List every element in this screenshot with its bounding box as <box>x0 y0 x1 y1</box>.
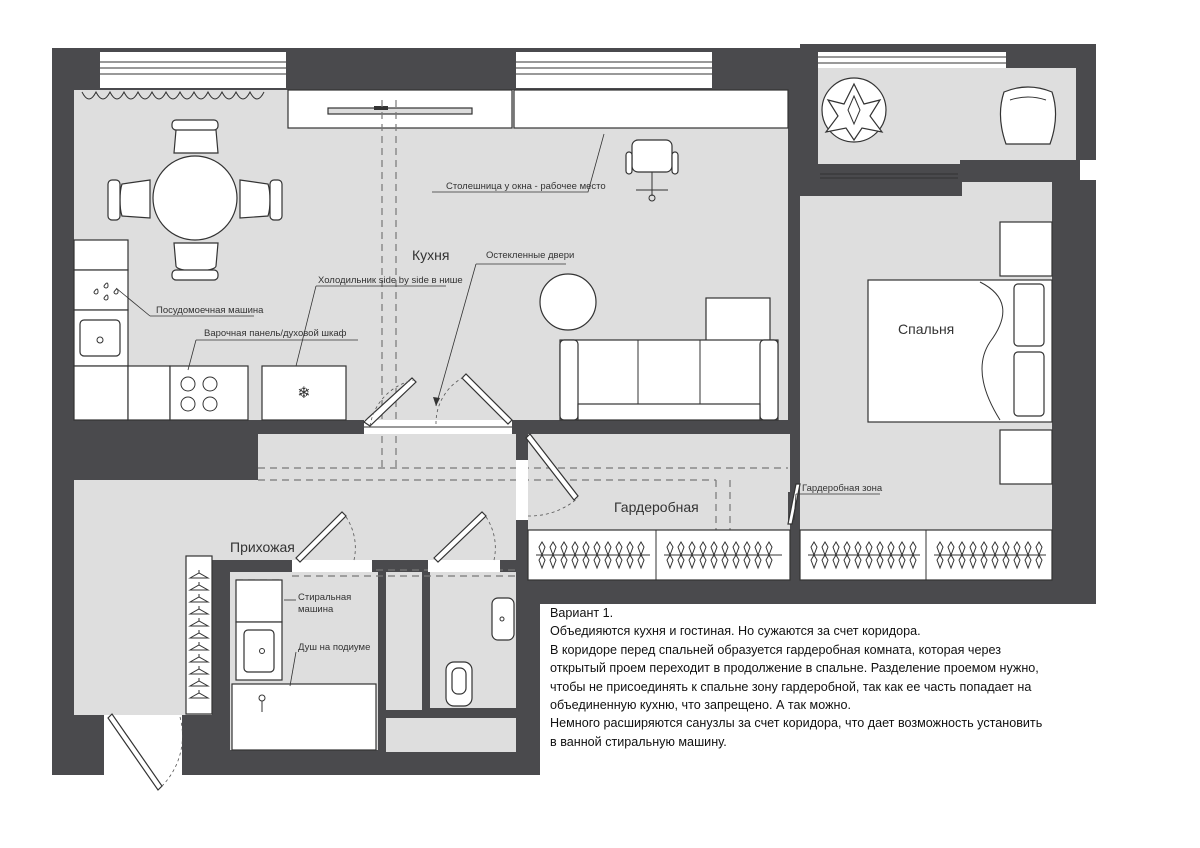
description-text <box>550 604 1110 751</box>
annot-countertop: Столешница у окна - рабочее место <box>446 181 606 192</box>
annot-fridge: Холодильник side by side в нише <box>318 275 463 286</box>
cooktop <box>170 366 248 420</box>
annot-washing-machine-1: Стиральная <box>298 592 352 603</box>
description-line: Вариант 1. <box>550 606 614 620</box>
hallway-wardrobe <box>186 556 212 714</box>
room-label-wardrobe: Гардеробная <box>614 499 699 515</box>
armchair <box>1000 87 1055 144</box>
annot-dishwasher: Посудомоечная машина <box>156 305 264 316</box>
bathroom-sink <box>236 622 282 680</box>
description-line: чтобы не присоединять к спальне зону гардеробной, так как ее часть попадает на <box>550 679 1032 694</box>
room-label-bedroom: Спальня <box>898 321 955 337</box>
description-line: в ванной стиральную машину. <box>550 734 727 749</box>
room-label-hallway: Прихожая <box>230 539 295 555</box>
annot-glass-doors: Остекленные двери <box>486 250 575 261</box>
dishwasher <box>74 270 128 310</box>
room-label-kitchen: Кухня <box>412 247 450 263</box>
description-line: открытый проем переходит в продолжение в спальне. Разделение проемом нужно, <box>550 661 1039 676</box>
wc-sink <box>492 598 514 640</box>
plant <box>822 78 886 142</box>
annot-shower: Душ на подиуме <box>298 642 371 653</box>
wardrobes <box>528 530 1052 580</box>
description-line: В коридоре перед спальней образуется гардеробная комната, которая через <box>550 642 1001 657</box>
svg-text:❄: ❄ <box>297 383 311 402</box>
washing-machine <box>236 580 282 622</box>
description-line: Объедияются кухня и гостиная. Но сужаются за счет коридора. <box>550 624 921 639</box>
shower <box>232 684 376 750</box>
annot-washing-machine-2: машина <box>298 604 334 615</box>
description-line: Немного расширяются санузлы за счет коридора, что дает возможность установить <box>550 716 1043 731</box>
toilet <box>446 662 472 706</box>
countertop <box>288 90 788 128</box>
description-line: объединенную кухню, что запрещено. А так можно. <box>550 698 851 713</box>
coffee-table <box>540 274 596 330</box>
annot-cooktop-oven: Варочная панель/духовой шкаф <box>204 328 347 339</box>
annot-wardrobe-zone: Гардеробная зона <box>802 483 883 494</box>
